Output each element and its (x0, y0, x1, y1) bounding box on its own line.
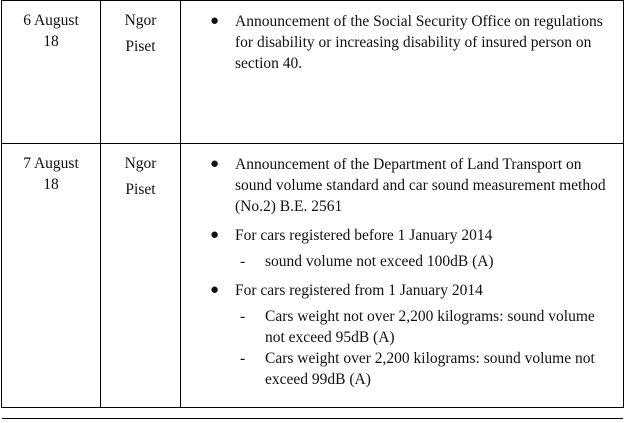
detail-cell (181, 144, 624, 408)
dash-icon: - (240, 350, 246, 367)
table-row (2, 144, 624, 408)
author-cell (101, 144, 181, 408)
bullet-icon: ● (210, 13, 220, 29)
detail-cell (181, 1, 624, 144)
bullet-icon: ● (210, 282, 220, 298)
table-row (2, 1, 624, 144)
date-year: 18 (43, 176, 59, 193)
date-cell (2, 144, 101, 408)
dash-text: Cars weight over 2,200 kilograms: sound volume not exceed 99dB (A) (265, 350, 595, 388)
bullet-item (181, 225, 623, 246)
bullet-icon: ● (210, 227, 220, 243)
dash-icon: - (240, 308, 246, 325)
author-cell (101, 1, 181, 144)
announcement-table (1, 0, 624, 408)
bullet-icon: ● (210, 156, 220, 172)
author-last-name: Piset (125, 181, 156, 198)
dash-item (181, 251, 623, 272)
bullet-text: Announcement of the Department of Land Transport on sound volume standard and car sound measurement method (No.2) B.E. 2561 (235, 156, 606, 215)
dash-icon: - (240, 253, 246, 270)
author-last-name: Piset (125, 38, 156, 55)
dash-item (181, 306, 623, 348)
author-first-name: Ngor (124, 155, 157, 172)
dash-text: Cars weight not over 2,200 kilograms: sound volume not exceed 95dB (A) (265, 308, 595, 346)
bullet-text: For cars registered from 1 January 2014 (235, 282, 483, 299)
author-first-name: Ngor (124, 12, 157, 29)
bullet-item (181, 280, 623, 301)
date-year: 18 (43, 33, 59, 50)
date-day-month: 6 August (23, 12, 79, 29)
bullet-item (181, 11, 623, 74)
date-cell (2, 1, 101, 144)
dash-text: sound volume not exceed 100dB (A) (265, 253, 494, 270)
bullet-item (181, 154, 623, 217)
bullet-text: Announcement of the Social Security Office on regulations for disability or increasing disability of insured person on section 40. (235, 13, 603, 72)
dash-item (181, 348, 623, 390)
date-day-month: 7 August (23, 155, 79, 172)
bullet-text: For cars registered before 1 January 2014 (235, 227, 493, 244)
footer-divider (2, 418, 623, 419)
